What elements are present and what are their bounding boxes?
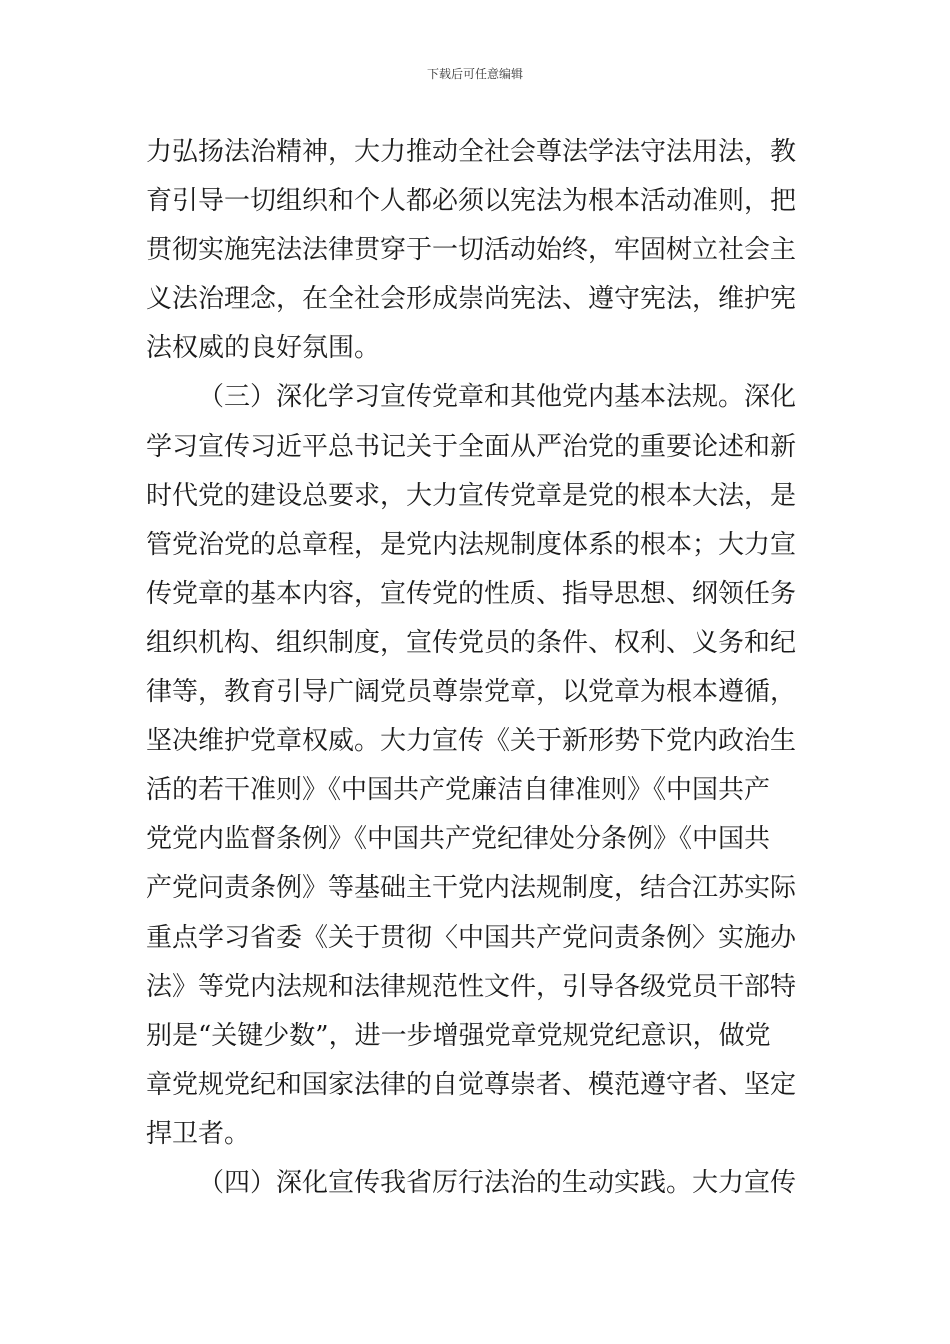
text-line: 法权威的良好氛围。 bbox=[146, 333, 381, 364]
text-line: 时代党的建设总要求，大力宣传党章是党的根本大法，是 bbox=[146, 480, 797, 511]
document-body bbox=[146, 128, 816, 1208]
text-line: 产党问责条例》等基础主干党内法规制度，结合江苏实际 bbox=[146, 873, 797, 904]
text-line: 律等，教育引导广阔党员尊崇党章，以党章为根本遵循， bbox=[146, 677, 797, 708]
text-line: 活的若干准则》《中国共产党廉洁自律准则》《中国共产 bbox=[146, 775, 771, 806]
text-line: 义法治理念，在全社会形成崇尚宪法、遵守宪法，维护宪 bbox=[146, 284, 797, 315]
paragraph-heading-line: （四）深化宣传我省厉行法治的生动实践。大力宣传 bbox=[198, 1167, 797, 1198]
text-line: 法》等党内法规和法律规范性文件，引导各级党员干部特 bbox=[146, 971, 797, 1002]
text-line: 贯彻实施宪法法律贯穿于一切活动始终，牢固树立社会主 bbox=[146, 235, 797, 266]
text-line: 力弘扬法治精神，大力推动全社会尊法学法守法用法，教 bbox=[146, 137, 797, 167]
text-line: 捍卫者。 bbox=[146, 1118, 251, 1149]
text-line: 别是“关键少数”，进一步增强党章党规党纪意识，做党 bbox=[146, 1020, 771, 1051]
paragraph-heading-line: （三）深化学习宣传党章和其他党内基本法规。深化 bbox=[198, 382, 797, 413]
text-line: 章党规党纪和国家法律的自觉尊崇者、模范遵守者、坚定 bbox=[146, 1069, 797, 1100]
text-line: 传党章的基本内容，宣传党的性质、指导思想、纲领任务 bbox=[146, 578, 797, 609]
page-header: 下载后可任意编辑 bbox=[426, 67, 523, 81]
text-line: 坚决维护党章权威。大力宣传《关于新形势下党内政治生 bbox=[146, 726, 797, 757]
text-line: 党党内监督条例》《中国共产党纪律处分条例》《中国共 bbox=[146, 824, 771, 855]
text-line: 管党治党的总章程，是党内法规制度体系的根本；大力宣 bbox=[146, 529, 797, 560]
text-line: 育引导一切组织和个人都必须以宪法为根本活动准则，把 bbox=[146, 186, 797, 217]
text-line: 组织机构、组织制度，宣传党员的条件、权利、义务和纪 bbox=[146, 627, 797, 658]
text-line: 重点学习省委《关于贯彻〈中国共产党问责条例〉实施办 bbox=[146, 922, 797, 953]
text-line: 学习宣传习近平总书记关于全面从严治党的重要论述和新 bbox=[146, 431, 797, 462]
